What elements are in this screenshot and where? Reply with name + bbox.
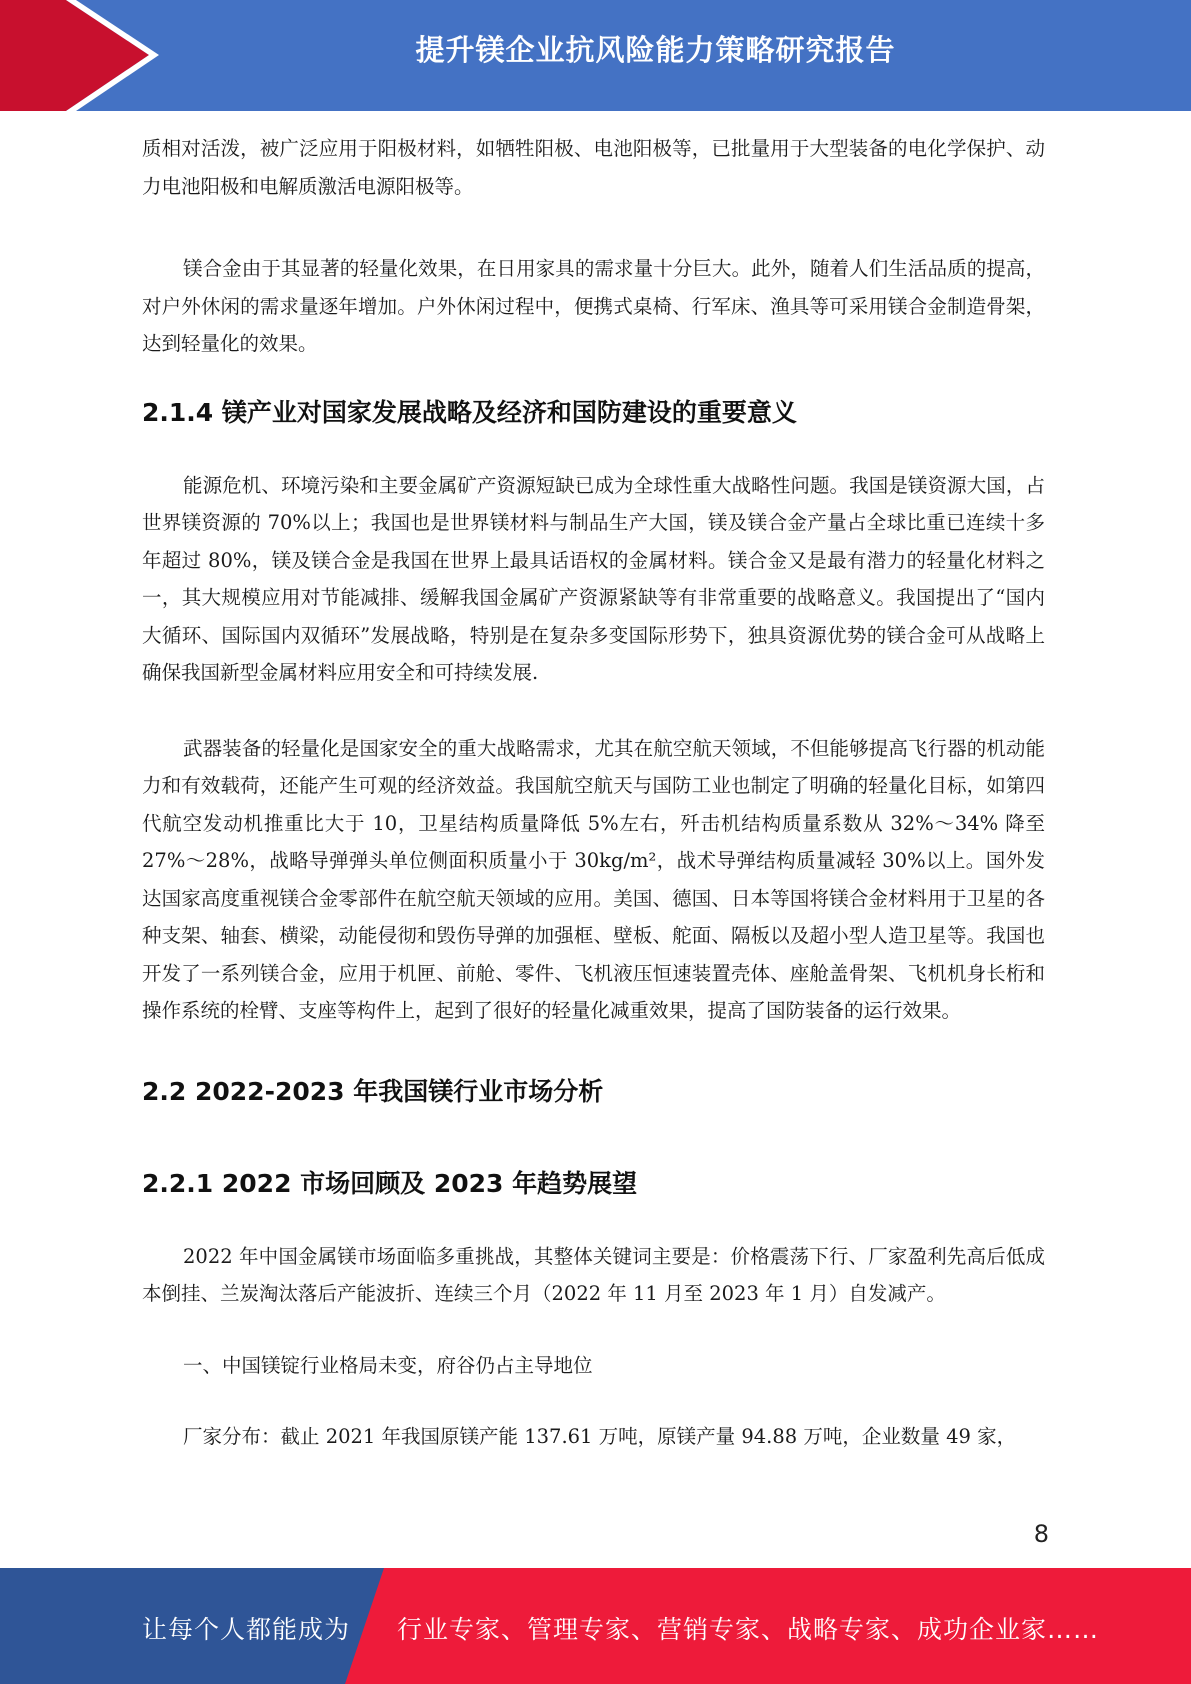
header-chevron-decoration	[0, 0, 160, 111]
page-footer	[0, 1568, 1191, 1684]
page-content	[142, 130, 1045, 1456]
report-title: 提升镁企业抗风险能力策略研究报告	[415, 33, 896, 67]
paragraph-industry-pattern: 一、中国镁锭行业格局未变，府谷仍占主导地位	[183, 1353, 593, 1377]
section-heading-2-2: 2.2 2022-2023 年我国镁行业市场分析	[142, 1076, 604, 1106]
page-number: 8	[1033, 1520, 1049, 1548]
section-heading-2-2-1: 2.2.1 2022 市场回顾及 2023 年趋势展望	[142, 1168, 638, 1198]
paragraph-anode-materials: 质相对活泼，被广泛应用于阳极材料，如牺牲阳极、电池阳极等，已批量用于大型装备的电化学保护、动力电池阳极和电解质激活电源阳极等。	[142, 137, 1045, 198]
paragraph-market-2022: 2022 年中国金属镁市场面临多重挑战，其整体关键词主要是：价格震荡下行、厂家盈利先高后低成本倒挂、兰炭淘汰落后产能波折、连续三个月（2022 年 11 月至 2023 年 1 月）自发减产。	[142, 1244, 1045, 1305]
paragraph-weapon-lightweight: 武器装备的轻量化是国家安全的重大战略需求，尤其在航空航天领域，不但能够提高飞行器的机动能力和有效载荷，还能产生可观的经济效益。我国航空航天与国防工业也制定了明确的轻量化目标，如第四代航空发动机推重比大于 10，卫星结构质量降低 5%左右，歼击机结构质量系数从 32%～34% 降至 27%～28%，战略导弹弹头单位侧面积质量小于 30kg/m²，战术导弹结构质量减轻 30%以上。国外发达国家高度重视镁合金零部件在航空航天领域的应用。美国、德国、日本等国将镁合金材料用于卫星的各种支架、轴套、横梁，动能侵彻和毁伤导弹的加强框、壁板、舵面、隔板以及超小型人造卫星等。我国也开发了一系列镁合金，应用于机匣、前舱、零件、飞机液压恒速装置壳体、座舱盖骨架、飞机机身长桁和操作系统的栓臂、支座等构件上，起到了很好的轻量化减重效果，提高了国防装备的运行效果。	[142, 736, 1045, 1022]
paragraph-household-furniture: 镁合金由于其显著的轻量化效果，在日用家具的需求量十分巨大。此外，随着人们生活品质的提高，对户外休闲的需求量逐年增加。户外休闲过程中，便携式桌椅、行军床、渔具等可采用镁合金制造骨架，达到轻量化的效果。	[142, 257, 1045, 355]
paragraph-national-strategy: 能源危机、环境污染和主要金属矿产资源短缺已成为全球性重大战略性问题。我国是镁资源大国，占世界镁资源的 70%以上；我国也是世界镁材料与制品生产大国，镁及镁合金产量占全球比重已连续十多年超过 80%，镁及镁合金是我国在世界上最具话语权的金属材料。镁合金又是最有潜力的轻量化材料之一，其大规模应用对节能减排、缓解我国金属矿产资源紧缺等有非常重要的战略意义。我国提出了“国内大循环、国际国内双循环”发展战略，特别是在复杂多变国际形势下，独具资源优势的镁合金可从战略上确保我国新型金属材料应用安全和可持续发展.	[142, 473, 1045, 684]
paragraph-manufacturer-distribution: 厂家分布：截止 2021 年我国原镁产能 137.61 万吨，原镁产量 94.88 万吨，企业数量 49 家，	[183, 1425, 1017, 1448]
footer-slogan-left: 让每个人都能成为	[142, 1615, 351, 1644]
footer-slogan-right: 行业专家、管理专家、营销专家、战略专家、成功企业家……	[397, 1615, 1100, 1644]
page-header	[0, 0, 1191, 111]
section-heading-2-1-4: 2.1.4 镁产业对国家发展战略及经济和国防建设的重要意义	[142, 397, 797, 427]
